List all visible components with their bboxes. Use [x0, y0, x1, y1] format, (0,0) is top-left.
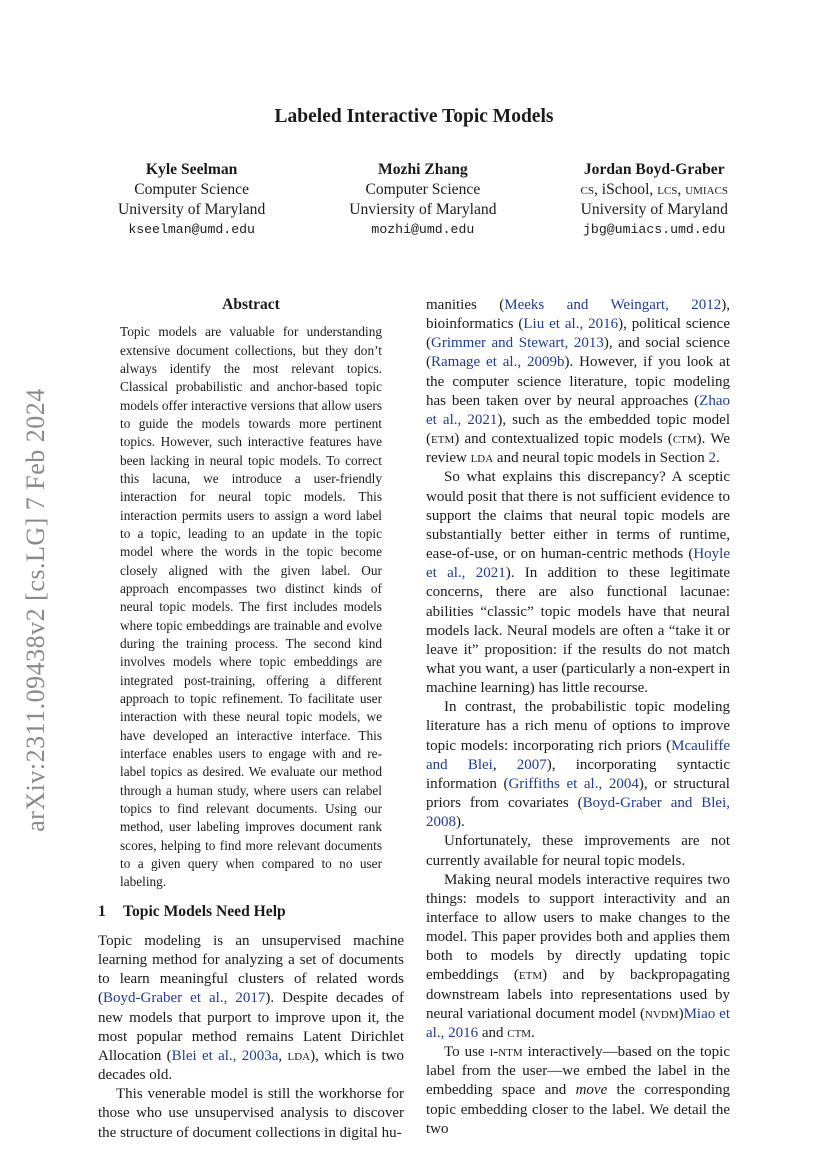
text-run: Topic modeling is an unsupervised machine learning method for analyzing a set of documents to learn meaningful clusters of related words (	[98, 932, 404, 1007]
citation-link[interactable]: 2	[708, 450, 717, 467]
section-number: 1	[98, 902, 106, 920]
left-column	[98, 295, 404, 1143]
citation-link[interactable]: Ramage et al., 2009b	[431, 354, 565, 371]
text-run: manities (	[426, 297, 505, 313]
paragraph-7	[426, 1043, 730, 1139]
author-affiliation	[581, 180, 729, 200]
text-run: In contrast, the probabilistic topic modeling literature has a rich menu of options to improve topic models: incorporating rich priors (	[426, 699, 730, 754]
author-1	[118, 160, 265, 240]
text-run: the corresponding topic embedding closer to the label. We detail the two	[426, 1082, 731, 1137]
author-name: Jordan Boyd-Graber	[583, 161, 725, 178]
section-title: Topic Models Need Help	[123, 902, 286, 920]
author-email: mozhi@umd.edu	[371, 222, 475, 237]
text-run: interactively—based on the topic label from the user—we embed the label in the embedding space and	[426, 1044, 730, 1099]
affiliation-lcs: lcs	[657, 181, 678, 198]
text-run: ). In addition to these legitimate concerns, there are also functional lacunae: abilities “classic” topic models have that neural models lack. Neural models are often a “take it or leave it” proposition: if the results do not match what you want, a user (particularly a non-expert in machine learning) has little recourse.	[426, 565, 730, 697]
paragraph-3	[426, 468, 730, 698]
text-run: ), or structural priors from covariates (	[426, 775, 730, 812]
text-run: and neural topic models in Section	[493, 450, 709, 467]
author-name: Kyle Seelman	[145, 161, 238, 178]
text-run: ), which is two decades old.	[98, 1047, 404, 1084]
right-column	[426, 296, 730, 1139]
text-run: ), such as the embedded topic model (	[426, 411, 731, 448]
text-run: ). Despite decades of new models that purport to improve upon it, the most popular method remains Latent Dirichlet Allocation (	[98, 990, 404, 1064]
text-run: .	[716, 450, 720, 467]
paper-title: Labeled Interactive Topic Models	[274, 106, 554, 127]
citation-link[interactable]: Boyd-Graber et al., 2017	[103, 990, 266, 1007]
acronym: etm	[431, 431, 455, 448]
acronym: ctm	[672, 431, 697, 448]
acronym: ctm	[507, 1024, 532, 1041]
text-run: ,	[492, 756, 517, 773]
text-run: ), and social science (	[426, 335, 730, 371]
citation-link[interactable]: Zhao et al., 2021	[426, 392, 730, 428]
acronym: i-ntm	[489, 1044, 523, 1061]
paragraph-4	[426, 698, 730, 832]
arxiv-identifier-stamp	[14, 370, 58, 850]
citation-link[interactable]: 2007	[516, 756, 547, 773]
text-run: ), political science (	[426, 316, 730, 352]
citation-link[interactable]: Blei et al., 2003a	[171, 1047, 279, 1064]
acronym: lda	[287, 1047, 311, 1064]
text-run: ). However, if you look at the computer science literature, topic modeling has been taken over by neural approaches (	[426, 354, 731, 409]
citation-link[interactable]: Liu et al., 2016	[523, 316, 619, 333]
affiliation-umiacs: umiacs	[685, 181, 728, 198]
author-2	[349, 160, 496, 240]
citation-link[interactable]: Griffiths et al., 2004	[508, 775, 639, 792]
arxiv-identifier-text: arXiv:2311.09438v2 [cs.LG] 7 Feb 2024	[21, 388, 50, 832]
section-heading	[98, 902, 404, 921]
text-run: ) and contextualized topic models (	[454, 431, 673, 448]
abstract-text: Topic models are valuable for understanding extensive document collections, but they don’t always identify the most relevant topics. Classical probabilistic and anchor-based topic models offer interactive versions that allow users to guide the models towards more pertinent topics. However, such interactive features have been lacking in neural topic models. To correct this lacuna, we introduce a user-friendly interaction for neural topic models. This interaction permits users to assign a word label to a topic, leading to an update in the topic model where the words in the topic become closely aligned with the given label. Our approach encompasses two distinct kinds of neural topic models. The first includes models where topic embeddings are trainable and evolve during the training process. The second kind involves models where topic embeddings are integrated post-training, offering a different approach to topic refinement. To facilitate user interaction with these neural topic models, we have developed an interactive interface. This interface enables users to engage with and re-label topics as desired. We evaluate our method through a human study, where users can relabel topics to find relevant documents. Using our method, user labeling improves document rank scores, helping to find more relevant documents to a given query when compared to no user labeling.	[120, 324, 382, 890]
text-run: and	[478, 1024, 508, 1041]
author-email: jbg@umiacs.umd.edu	[583, 222, 726, 237]
text-run: ) and by backpropagating downstream labels into representations used by neural variational document model (	[426, 967, 730, 1022]
paragraph-2-continued	[426, 296, 730, 468]
citation-link[interactable]: Grimmer and Stewart, 2013	[431, 335, 604, 352]
author-3	[581, 160, 729, 240]
author-institution: University of Maryland	[118, 201, 266, 218]
author-email: kseelman@umd.edu	[128, 222, 255, 237]
text-run: ,	[278, 1047, 288, 1064]
paragraph-2	[98, 1085, 404, 1142]
text-run: This venerable model is still the workhorse for those who use unsupervised analysis to discover the structure of document collections in digital hu-	[98, 1086, 404, 1141]
paragraph-6	[426, 871, 730, 1043]
author-affiliation: Computer Science	[134, 181, 249, 198]
citation-link[interactable]: Hoyle et al., 2021	[426, 546, 730, 582]
paragraph-1	[98, 932, 404, 1085]
citation-link[interactable]: Miao et al., 2016	[426, 1005, 730, 1041]
text-run: ). We review	[426, 431, 730, 467]
text-run: To use	[444, 1044, 490, 1061]
text-run: )	[678, 1005, 684, 1022]
acronym: lda	[470, 450, 494, 467]
author-institution: Unviersity of Maryland	[349, 201, 497, 218]
text-run: ), bioinformatics (	[426, 297, 730, 333]
affiliation-ischool: , iSchool,	[593, 181, 658, 198]
author-institution: University of Maryland	[580, 201, 728, 218]
emphasis: move	[575, 1082, 608, 1099]
citation-link[interactable]: Boyd-Graber and Blei, 2008	[426, 795, 730, 831]
text-run: ).	[456, 814, 465, 831]
author-affiliation: Computer Science	[365, 181, 481, 198]
text-run: ), incorporating syntactic information (	[426, 756, 731, 792]
acronym: nvdm	[644, 1005, 679, 1022]
paragraph-5: Unfortunately, these improvements are not currently available for neural topic models.	[426, 833, 730, 869]
citation-link[interactable]: Mcauliffe and Blei	[426, 737, 730, 773]
author-block	[118, 160, 728, 240]
acronym: etm	[518, 967, 543, 984]
citation-link[interactable]: Meeks and Weingart, 2012	[504, 297, 722, 313]
abstract-heading: Abstract	[222, 296, 280, 313]
affiliation-sep: ,	[677, 181, 686, 198]
affiliation-cs: cs	[580, 181, 594, 198]
text-run: .	[531, 1024, 535, 1041]
text-run: So what explains this discrepancy? A sceptic would posit that there is not sufficient evidence to support the claims that neural topic models are substantially better either in terms of runtime, ease-of-use, or on human-centric methods (	[426, 469, 730, 563]
author-name: Mozhi Zhang	[378, 161, 468, 178]
text-run: Making neural models interactive requires two things: models to support interactivity and an interface to allow users to make changes to the model. This paper provides both and applies them both to models by directly updating topic embeddings (	[426, 871, 730, 984]
